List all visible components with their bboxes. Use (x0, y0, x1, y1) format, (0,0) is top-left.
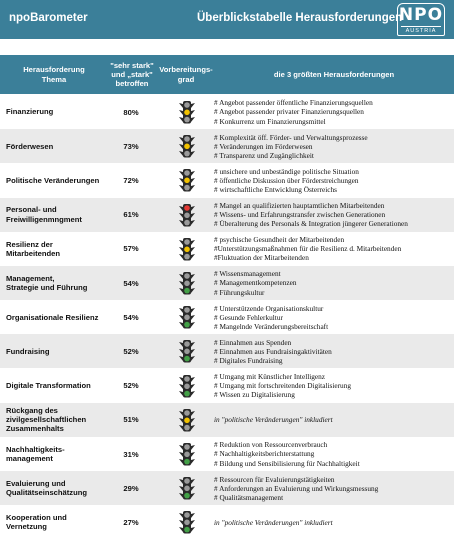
table-row (0, 95, 454, 129)
column-header-preparedness: Vorbereitungs- grad (159, 65, 213, 84)
challenge-name: Organisationale Resilienz (6, 312, 99, 322)
affected-percentage: 29% (123, 483, 139, 493)
table-row (0, 129, 454, 163)
challenge-item: # Reduktion von Ressourcenverbrauch (214, 440, 328, 450)
top3-challenges (214, 300, 454, 334)
top3-challenges (214, 198, 454, 232)
table-row (0, 232, 454, 266)
top3-challenges (214, 232, 454, 266)
challenge-item: # Einnahmen aus Spenden (214, 337, 292, 347)
challenge-item: # Gesunde Fehlerkultur (214, 312, 283, 322)
challenge-item: # unsichere und unbeständige politische Situation (214, 166, 359, 176)
challenge-name: Finanzierung (6, 107, 54, 117)
challenge-item: # Bildung und Sensibilisierung für Nachhaltigkeit (214, 458, 360, 468)
affected-percentage: 51% (123, 415, 139, 425)
table-row (0, 300, 454, 334)
inclusion-note: in "politische Veränderungen" inkludiert (214, 517, 333, 527)
challenge-item: # psychische Gesundheit der Mitarbeitenden (214, 235, 345, 245)
table-row (0, 403, 454, 437)
traffic-light-green-icon (176, 339, 198, 363)
brand-name: npoBarometer (9, 12, 88, 24)
challenge-name: Kooperation und Vernetzung (6, 513, 67, 532)
column-header-affected: "sehr stark" und „stark" betroffen (110, 60, 154, 89)
challenge-item: # wirtschaftliche Entwicklung Österreichs (214, 184, 337, 194)
table-header (0, 55, 454, 94)
top3-challenges (214, 471, 454, 505)
table-row (0, 471, 454, 505)
traffic-light-green-icon (176, 305, 198, 329)
challenge-item: # Wissen zu Digitalisierung (214, 390, 295, 400)
challenge-item: #Unterstützungsmaßnahmen für die Resilienz d. Mitarbeitenden (214, 244, 402, 254)
challenge-item: # Führungskultur (214, 287, 265, 297)
challenge-name: Politische Veränderungen (6, 175, 100, 185)
inclusion-note: in "politische Veränderungen" inkludiert (214, 415, 333, 425)
traffic-light-green-icon (176, 271, 198, 295)
affected-percentage: 80% (123, 107, 139, 117)
affected-percentage: 52% (123, 381, 139, 391)
logo-text: NPO (398, 5, 444, 25)
challenge-item: # Unterstützende Organisationskultur (214, 303, 324, 313)
table-row (0, 505, 454, 539)
challenge-item: # Mangelnde Veränderungsbereitschaft (214, 321, 329, 331)
column-header-top3: die 3 größten Herausforderungen (273, 69, 395, 79)
traffic-light-yellow-icon (176, 408, 198, 432)
challenge-name: Evaluierung und Qualitätseinschätzung (6, 478, 88, 498)
traffic-light-red-icon (176, 203, 198, 227)
challenge-item: # Managementkompetenzen (214, 278, 297, 288)
top3-challenges (214, 266, 454, 300)
page-header (0, 0, 454, 39)
challenge-item: # Einnahmen aus Fundraisingaktivitäten (214, 346, 332, 356)
top3-challenges (214, 505, 454, 539)
page-title: Überblickstabelle Herausforderungen (197, 12, 403, 24)
traffic-light-green-icon (176, 374, 198, 398)
challenge-item: # Mangel an qualifizierten hauptamtlichen Mitarbeitenden (214, 201, 385, 211)
table-row (0, 163, 454, 197)
challenge-item: # Angebot passender privater Finanzierungsquellen (214, 107, 364, 117)
challenge-name: Rückgang des zivilgesellschaftlichen Zusammenhalts (6, 405, 87, 434)
affected-percentage: 54% (123, 312, 139, 322)
challenge-item: # Konkurrenz um Finanzierungsmittel (214, 116, 326, 126)
affected-percentage: 72% (123, 175, 139, 185)
challenge-item: # Digitales Fundraising (214, 355, 283, 365)
affected-percentage: 27% (123, 517, 139, 527)
challenge-name: Digitale Transformation (6, 380, 91, 390)
traffic-light-green-icon (176, 442, 198, 466)
challenge-item: # Anforderungen an Evaluierung und Wirkungsmessung (214, 483, 379, 493)
traffic-light-yellow-icon (176, 237, 198, 261)
table-row (0, 437, 454, 471)
affected-percentage: 52% (123, 346, 139, 356)
challenge-name: Personal- und Freiwilligenmngment (6, 205, 82, 224)
challenge-item: #Fluktuation der Mitarbeitenden (214, 253, 309, 263)
challenge-item: # Qualitätsmanagement (214, 492, 284, 502)
affected-percentage: 73% (123, 141, 139, 151)
challenge-item: # Transparenz und Zugänglichkeit (214, 150, 314, 160)
top3-challenges (214, 437, 454, 471)
affected-percentage: 54% (123, 278, 139, 288)
traffic-light-green-icon (176, 476, 198, 500)
challenge-name: Fundraising (6, 346, 50, 356)
challenge-item: # Umgang mit Künstlicher Intelligenz (214, 372, 326, 382)
challenge-item: # Ressourcen für Evaluierungstätigkeiten (214, 474, 335, 484)
top3-challenges (214, 403, 454, 437)
challenge-item: # Komplexität öff. Förder- und Verwaltungsprozesse (214, 132, 368, 142)
table-row (0, 198, 454, 232)
column-header-challenge: Herausforderung Thema (23, 65, 85, 84)
top3-challenges (214, 369, 454, 403)
top3-challenges (214, 129, 454, 163)
traffic-light-yellow-icon (176, 100, 198, 124)
table-row (0, 334, 454, 368)
affected-percentage: 57% (123, 244, 139, 254)
challenge-item: # Angebot passender öffentliche Finanzierungsquellen (214, 98, 373, 108)
top3-challenges (214, 334, 454, 368)
challenge-item: # öffentliche Diskussion über Förderstreichungen (214, 175, 359, 185)
top3-challenges (214, 95, 454, 129)
challenge-item: # Nachhaltigkeitsberichterstattung (214, 449, 315, 459)
traffic-light-green-icon (176, 510, 198, 534)
challenge-name: Management, Strategie und Führung (6, 273, 88, 292)
challenge-item: # Wissensmanagement (214, 269, 281, 279)
logo-subtext: AUSTRIA (401, 26, 441, 35)
table-row (0, 266, 454, 300)
challenge-item: # Umgang mit fortschreitenden Digitalisierung (214, 381, 351, 391)
npo-austria-logo (397, 3, 445, 36)
affected-percentage: 31% (123, 449, 139, 459)
challenge-name: Förderwesen (6, 141, 54, 151)
challenge-item: # Veränderungen im Förderwesen (214, 141, 313, 151)
traffic-light-yellow-icon (176, 168, 198, 192)
table-row (0, 369, 454, 403)
challenge-item: # Wissens- und Erfahrungstransfer zwischen Generationen (214, 210, 386, 220)
challenge-item: # Überalterung des Personals & Integration jüngerer Generationen (214, 219, 408, 229)
affected-percentage: 61% (123, 210, 139, 220)
top3-challenges (214, 163, 454, 197)
challenge-name: Nachhaltigkeits- management (6, 444, 65, 463)
traffic-light-yellow-icon (176, 134, 198, 158)
challenge-name: Resilienz der Mitarbeitenden (6, 239, 61, 258)
